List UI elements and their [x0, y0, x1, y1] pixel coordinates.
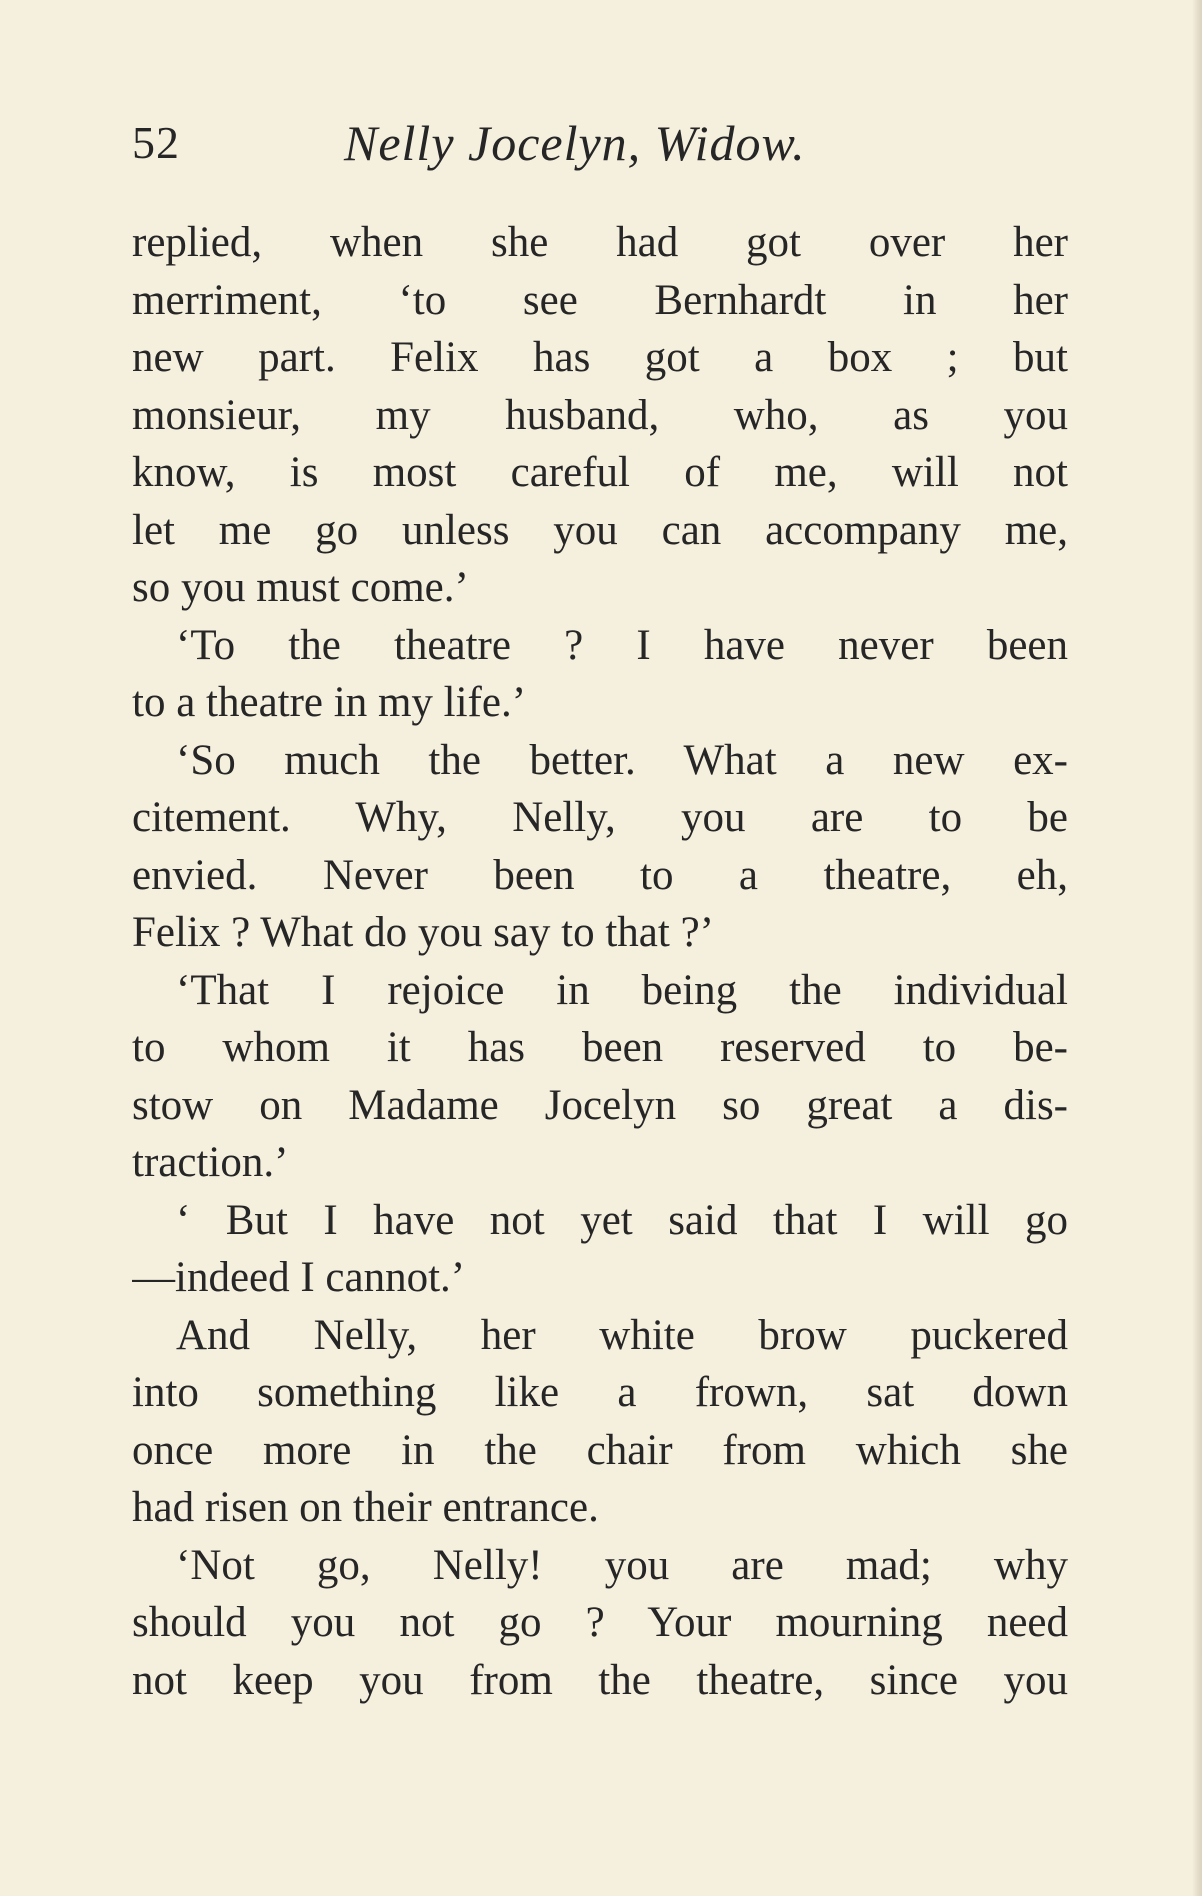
text-line: And Nelly, her white brow puckered — [176, 1311, 1068, 1359]
text-line: know, is most careful of me, will not — [132, 449, 1068, 496]
text-line: merriment, ‘to see Bernhardt in her — [132, 276, 1068, 324]
page-number: 52 — [132, 117, 180, 168]
body-text — [132, 214, 1068, 1709]
text-line: into something like a frown, sat down — [132, 1369, 1068, 1416]
text-line: replied, when she had got over her — [132, 219, 1068, 266]
text-line: ‘To the theatre ? I have never been — [176, 621, 1068, 669]
text-line: not keep you from the theatre, since you — [132, 1656, 1068, 1704]
text-line: stow on Madame Jocelyn so great a dis- — [132, 1081, 1068, 1129]
text-line: ‘ But I have not yet said that I will go — [176, 1196, 1068, 1244]
text-line: ‘Not go, Nelly! you are mad; why — [176, 1541, 1068, 1589]
text-line: once more in the chair from which she — [132, 1426, 1068, 1474]
text-line: traction.’ — [132, 1139, 289, 1186]
text-line: so you must come.’ — [132, 564, 469, 611]
text-line: ‘So much the better. What a new ex- — [176, 736, 1068, 784]
page-edge-shadow — [1192, 0, 1202, 1896]
text-line: had risen on their entrance. — [132, 1484, 599, 1531]
text-line: to a theatre in my life.’ — [132, 679, 527, 726]
page-header — [132, 108, 1072, 178]
text-line: let me go unless you can accompany me, — [132, 506, 1068, 554]
text-line: envied. Never been to a theatre, eh, — [132, 851, 1068, 899]
running-title: Nelly Jocelyn, Widow. — [344, 115, 806, 171]
text-line: should you not go ? Your mourning need — [132, 1599, 1068, 1646]
text-line: new part. Felix has got a box ; but — [132, 334, 1068, 381]
text-line: ‘That I rejoice in being the individual — [176, 966, 1068, 1014]
text-line: citement. Why, Nelly, you are to be — [132, 794, 1068, 841]
text-line: —indeed I cannot.’ — [132, 1254, 466, 1301]
text-line: to whom it has been reserved to be- — [132, 1024, 1068, 1071]
text-line: Felix ? What do you say to that ?’ — [132, 909, 714, 956]
text-line: monsieur, my husband, who, as you — [132, 391, 1068, 439]
